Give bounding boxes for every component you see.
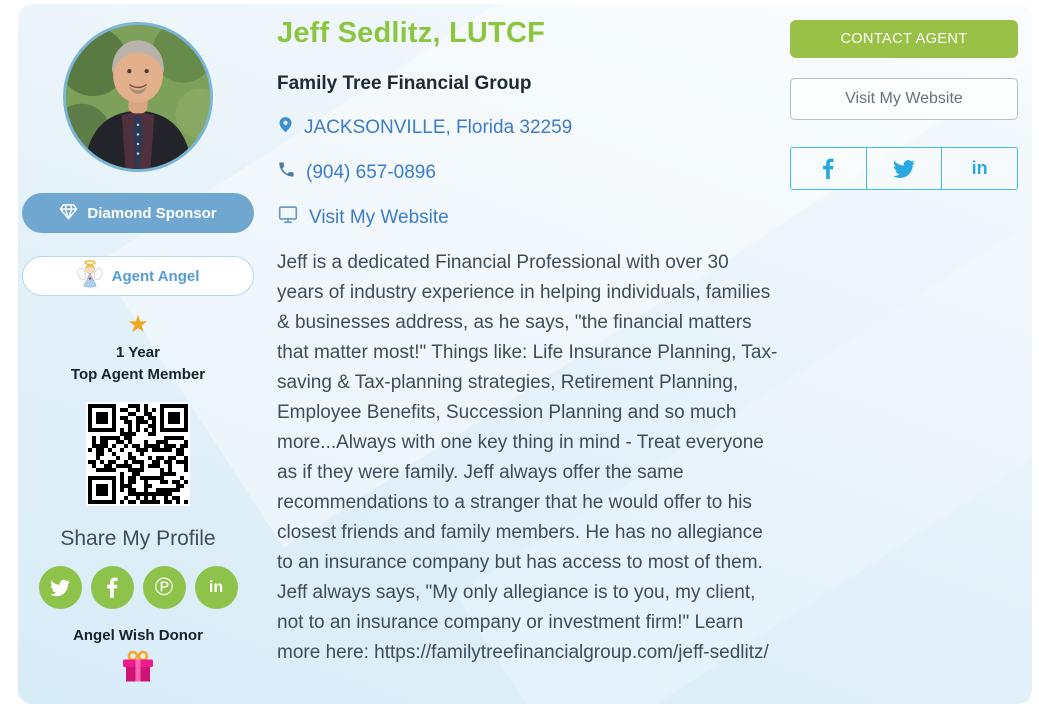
star-icon: ★ <box>127 311 149 338</box>
angel-wish-donor-label: Angel Wish Donor <box>73 627 203 644</box>
share-icons-row <box>39 566 238 609</box>
agent-bio: Jeff is a dedicated Financial Professional with over 30 years of industry experience in helping individuals, families & businesses address, as he says, "the financial matters that matter most!" Things like: Life Insurance Planning, Tax-saving & Tax-planning strategies, Retirement Planning, Employee Benefits, Succession Planning and so much more...Always with one key thing in mind - Treat everyone as if they were family. Jeff always offer the same recommendations to a stranger that he would offer to his closest friends and family members. He has no allegiance to an insurance company but has access to most of them. Jeff always says, "My only allegiance is to you, my client, not to an insurance company or investment firm!" Learn more here: https://familytreefinancialgroup.com/jeff-sedlitz/ <box>277 252 778 663</box>
location-pin-icon <box>277 114 294 141</box>
agent-location-link[interactable] <box>277 114 572 141</box>
linkedin-icon[interactable]: in <box>195 566 238 609</box>
gift-icon <box>120 649 156 688</box>
agent-phone-text: (904) 657-0896 <box>306 161 436 183</box>
social-links-box <box>790 147 1018 190</box>
agent-name: Jeff Sedlitz, LUTCF <box>277 17 546 49</box>
agent-website-text: Visit My Website <box>309 206 449 228</box>
agent-photo <box>63 22 213 172</box>
twitter-icon[interactable] <box>39 566 82 609</box>
twitter-icon[interactable] <box>866 148 942 189</box>
contact-agent-button[interactable]: CONTACT AGENT <box>790 20 1018 58</box>
agent-location-text: JACKSONVILLE, Florida 32259 <box>304 116 573 138</box>
profile-main <box>277 17 779 668</box>
diamond-sponsor-label: Diamond Sponsor <box>87 204 217 222</box>
qr-code <box>86 402 190 506</box>
pinterest-icon[interactable]: ℗ <box>143 566 186 609</box>
diamond-sponsor-badge[interactable] <box>22 193 254 233</box>
agent-phone-link[interactable] <box>277 160 436 185</box>
facebook-icon[interactable] <box>91 566 134 609</box>
profile-actions <box>790 20 1018 190</box>
agent-company: Family Tree Financial Group <box>277 73 532 94</box>
member-years: 1 Year <box>116 344 160 361</box>
linkedin-icon[interactable]: in <box>941 148 1017 189</box>
share-profile-label: Share My Profile <box>60 527 216 550</box>
phone-icon <box>277 160 296 185</box>
monitor-icon <box>277 204 299 231</box>
agent-angel-label: Agent Angel <box>111 267 200 285</box>
facebook-icon[interactable] <box>791 148 866 189</box>
angel-icon <box>77 259 103 293</box>
agent-website-link[interactable] <box>277 204 449 231</box>
visit-website-button[interactable]: Visit My Website <box>790 78 1018 120</box>
profile-sidebar <box>18 4 258 704</box>
diamond-icon <box>59 202 78 225</box>
profile-card <box>18 4 1032 704</box>
member-title: Top Agent Member <box>70 366 206 383</box>
agent-angel-badge[interactable] <box>22 256 254 296</box>
